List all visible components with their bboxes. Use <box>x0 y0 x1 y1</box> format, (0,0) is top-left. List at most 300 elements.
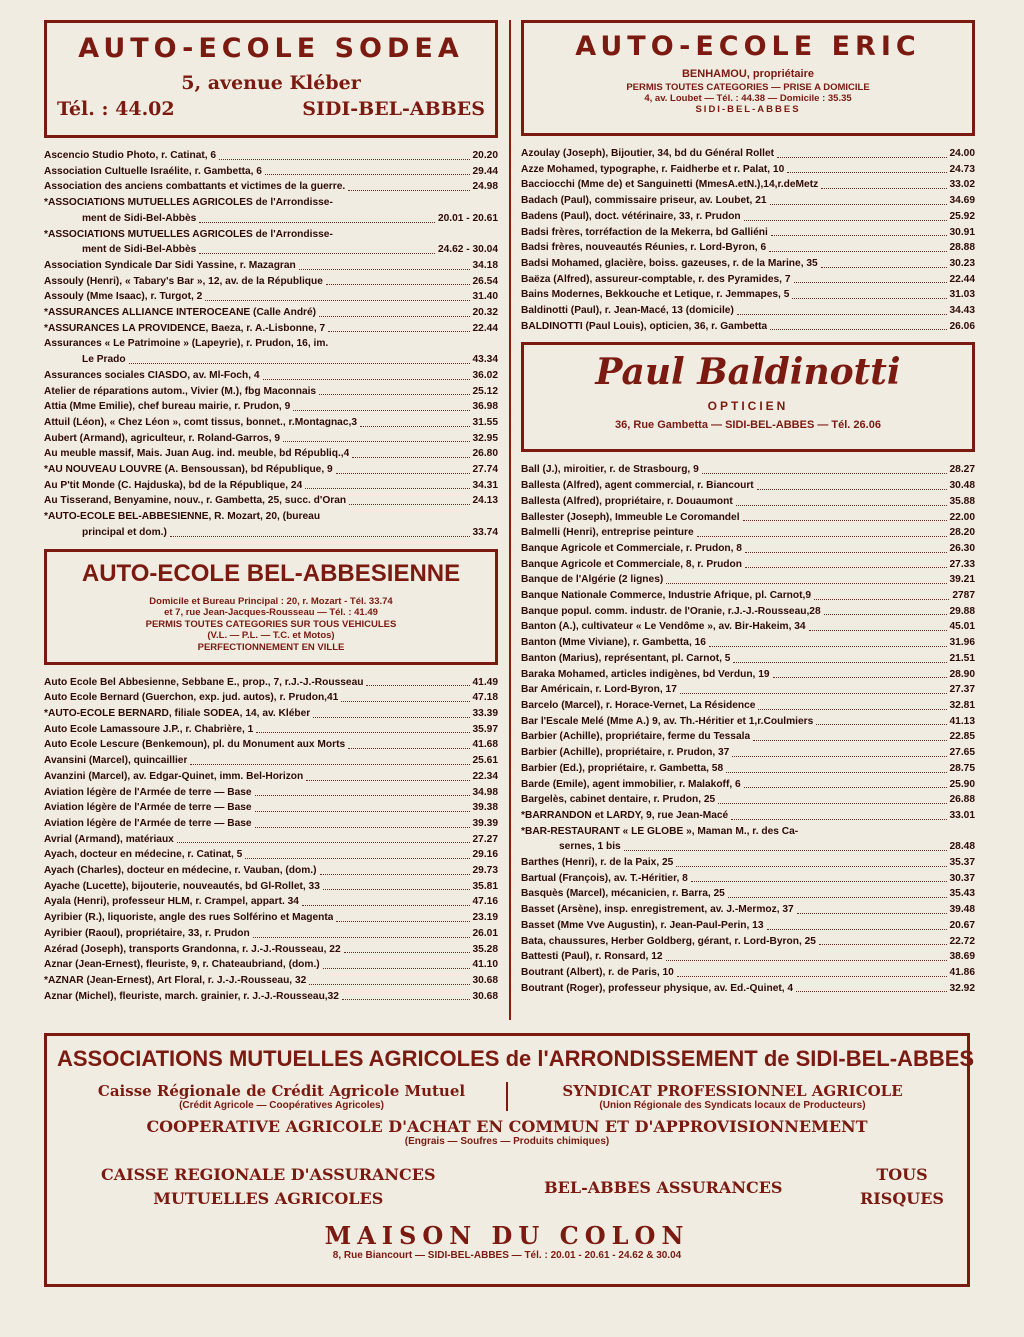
directory-entry <box>521 604 975 620</box>
directory-entry <box>44 493 498 509</box>
directory-entry <box>44 289 498 305</box>
entry-text: Bar l'Escale Melé (Mme A.) 9, av. Th.-Héritier et 1,r.Coulmiers <box>521 715 814 727</box>
dot-leader <box>344 942 470 954</box>
entry-text: Bar Américain, r. Lord-Byron, 17 <box>521 684 677 696</box>
directory-entry <box>44 148 498 164</box>
directory-entry <box>521 667 975 683</box>
directory-entry <box>44 478 498 494</box>
directory-entry <box>521 193 975 209</box>
right-entries-1 <box>521 146 975 334</box>
dot-leader <box>319 384 469 396</box>
entry-phone: 39.48 <box>949 904 975 916</box>
entry-text: Ayach, docteur en médecine, r. Catinat, 5 <box>44 849 243 861</box>
belabb-line5: PERFECTIONNEMENT EN VILLE <box>197 641 345 653</box>
directory-entry <box>44 227 498 243</box>
entry-text: Ayach (Charles), docteur en médecine, r. Vauban, (dom.) <box>44 865 317 877</box>
entry-text: *ASSURANCES ALLIANCE INTEROCEANE (Calle André) <box>44 307 317 319</box>
entry-phone: 27.37 <box>949 684 975 696</box>
dot-leader <box>744 777 947 789</box>
entry-text: Atelier de réparations autom., Vivier (M.), fbg Maconnais <box>44 385 317 397</box>
entry-phone: 45.01 <box>949 621 975 633</box>
directory-entry <box>521 525 975 541</box>
directory-entry <box>521 256 975 272</box>
directory-entry <box>44 399 498 415</box>
entry-phone: 39.21 <box>949 574 975 586</box>
dot-leader <box>253 926 470 938</box>
directory-entry <box>521 162 975 178</box>
dot-leader <box>219 148 469 160</box>
dot-leader <box>319 305 469 317</box>
dot-leader <box>796 981 946 993</box>
directory-entry <box>521 698 975 714</box>
dot-leader <box>366 675 469 687</box>
entry-phone: 32.95 <box>472 432 498 444</box>
dot-leader <box>245 847 469 859</box>
entry-text: ment de Sidi-Bel-Abbès <box>82 212 197 224</box>
entry-phone: 26.54 <box>472 275 498 287</box>
left-column <box>44 20 498 1004</box>
entry-text: Barbier (Achille), propriétaire, ferme du Tessala <box>521 731 751 743</box>
entry-phone: 47.16 <box>472 896 498 908</box>
directory-entry <box>521 949 975 965</box>
belabb-line2: et 7, rue Jean-Jacques-Rousseau — Tél. : 41.49 <box>164 607 378 619</box>
entry-text: Aviation légère de l'Armée de terre — Base <box>44 802 252 814</box>
directory-entry <box>44 274 498 290</box>
directory-entry <box>521 871 975 887</box>
dot-leader <box>758 698 946 710</box>
entry-text: Auto Ecole Lescure (Benkemoun), pl. du Monument aux Morts <box>44 739 346 751</box>
entry-text: Ball (J.), miroitier, r. de Strasbourg, 9 <box>521 464 699 476</box>
right-column <box>521 20 975 996</box>
entry-text: *AZNAR (Jean-Ernest), Art Floral, r. J.-J.-Rousseau, 32 <box>44 974 307 986</box>
dot-leader <box>323 957 470 969</box>
entry-text: *BARRANDON et LARDY, 9, rue Jean-Macé <box>521 809 729 821</box>
directory-entry <box>521 792 975 808</box>
entry-phone: 25.12 <box>472 385 498 397</box>
directory-entry <box>44 800 498 816</box>
ad-paul-baldinotti <box>521 342 975 452</box>
directory-entry <box>521 146 975 162</box>
entry-text: BALDINOTTI (Paul Louis), opticien, 36, r. Gambetta <box>521 320 768 332</box>
caisse-assurances-l2: MUTUELLES AGRICOLES <box>153 1189 384 1208</box>
entry-phone: 31.40 <box>472 291 498 303</box>
directory-entry <box>44 737 498 753</box>
belabb-line4: (V.L. — P.L. — T.C. et Motos) <box>207 630 335 642</box>
directory-entry <box>521 541 975 557</box>
directory-entry <box>44 753 498 769</box>
dot-leader <box>190 753 469 765</box>
right-entries-2 <box>521 462 975 996</box>
entry-text: Aznar (Michel), fleuriste, march. grainier, r. J.-J.-Rousseau,32 <box>44 990 339 1002</box>
entry-phone: 34.18 <box>472 259 498 271</box>
directory-entry <box>44 242 498 258</box>
entry-text: Banque popul. comm. industr. de l'Oranie, r.J.-J.-Rousseau,28 <box>521 605 821 617</box>
directory-entry <box>521 855 975 871</box>
entry-phone: 35.97 <box>472 723 498 735</box>
dot-leader <box>726 761 946 773</box>
directory-entry <box>521 808 975 824</box>
entry-text: Balmelli (Henri), entreprise peinture <box>521 527 694 539</box>
directory-entry <box>521 272 975 288</box>
directory-entry <box>521 240 975 256</box>
entry-phone: 20.32 <box>472 307 498 319</box>
dot-leader <box>341 690 469 702</box>
dot-leader <box>773 667 947 679</box>
entry-phone: 2787 <box>952 590 975 602</box>
dot-leader <box>199 211 435 223</box>
directory-entry <box>44 321 498 337</box>
entry-text: *AUTO-ECOLE BERNARD, filiale SODEA, 14, av. Kléber <box>44 707 311 719</box>
entry-text: Association Syndicale Dar Sidi Yassine, r. Mazagran <box>44 259 296 271</box>
entry-text: Association Cultuelle Israélite, r. Gambetta, 6 <box>44 165 262 177</box>
directory-entry <box>521 886 975 902</box>
entry-phone: 28.48 <box>949 841 975 853</box>
directory-entry <box>44 785 498 801</box>
directory-entry <box>44 352 498 368</box>
column-divider <box>509 20 511 1020</box>
entry-phone: 39.38 <box>472 802 498 814</box>
entry-phone: 22.72 <box>949 935 975 947</box>
directory-entry <box>44 462 498 478</box>
dot-leader <box>293 399 469 411</box>
entry-phone: 34.98 <box>472 786 498 798</box>
entry-text: Assouly (Mme Isaac), r. Turgot, 2 <box>44 291 203 303</box>
entry-text: Bains Modernes, Bekkouche et Letique, r. Jemmapes, 5 <box>521 289 790 301</box>
entry-phone: 22.85 <box>949 731 975 743</box>
ad-auto-ecole-eric <box>521 20 975 136</box>
entry-text: Ayribier (R.), liquoriste, angle des rues Solférino et Magenta <box>44 912 334 924</box>
dot-leader <box>767 918 947 930</box>
entry-phone: 27.65 <box>949 747 975 759</box>
entry-phone: 24.13 <box>472 495 498 507</box>
tous: TOUS <box>876 1165 928 1184</box>
dot-leader <box>129 352 470 364</box>
entry-phone: 43.34 <box>472 354 498 366</box>
directory-entry <box>521 824 975 840</box>
entry-text: Badsi Mohamed, glacière, boiss. gazeuses, r. de la Marine, 35 <box>521 257 818 269</box>
dot-leader <box>718 792 946 804</box>
syndicat-name: SYNDICAT PROFESSIONNEL AGRICOLE <box>562 1082 903 1100</box>
directory-entry <box>521 462 975 478</box>
directory-entry <box>521 619 975 635</box>
baldinotti-name: Paul Baldinotti <box>595 351 901 394</box>
entry-phone: 25.61 <box>472 755 498 767</box>
dot-leader <box>255 785 470 797</box>
entry-text: Badach (Paul), commissaire priseur, av. Loubet, 21 <box>521 195 767 207</box>
maison-address: 8, Rue Biancourt — SIDI-BEL-ABBES — Tél. : 20.01 - 20.61 - 24.62 & 30.04 <box>332 1250 682 1261</box>
entry-text: *ASSURANCES LA PROVIDENCE, Baeza, r. A.-Lisbonne, 7 <box>44 322 326 334</box>
dot-leader <box>745 557 947 569</box>
dot-leader <box>757 478 947 490</box>
dot-leader <box>771 225 947 237</box>
belabb-line1: Domicile et Bureau Principal : 20, r. Mozart - Tél. 33.74 <box>149 595 393 607</box>
dot-leader <box>283 431 469 443</box>
dot-leader <box>306 769 469 781</box>
dot-leader <box>336 462 470 474</box>
dot-leader <box>666 949 947 961</box>
dot-leader <box>797 902 947 914</box>
dot-leader <box>770 319 946 331</box>
entry-phone: 34.31 <box>472 479 498 491</box>
sodea-city: SIDI-BEL-ABBES <box>302 98 485 120</box>
entry-phone: 30.23 <box>949 257 975 269</box>
entry-text: Auto Ecole Bernard (Guerchon, exp. jud. autos), r. Prudon,41 <box>44 692 339 704</box>
entry-text: Ballester (Joseph), Immeuble Le Coromandel <box>521 511 740 523</box>
directory-entry <box>44 722 498 738</box>
dot-leader <box>313 706 469 718</box>
maison-du-colon: MAISON DU COLON <box>324 1221 690 1250</box>
directory-entry <box>44 164 498 180</box>
directory-entry <box>44 910 498 926</box>
entry-phone: 26.30 <box>949 542 975 554</box>
dot-leader <box>676 855 946 867</box>
entry-text: Auto Ecole Bel Abbesienne, Sebbane E., prop., 7, r.J.-J.-Rousseau <box>44 676 364 688</box>
entry-text: Basquès (Marcel), mécanicien, r. Barra, 25 <box>521 888 725 900</box>
dot-leader <box>352 446 469 458</box>
entry-text: Avrial (Armand), matériaux <box>44 833 174 845</box>
dot-leader <box>348 737 469 749</box>
entry-phone: 30.68 <box>472 974 498 986</box>
entry-text: *ASSOCIATIONS MUTUELLES AGRICOLES de l'Arrondisse- <box>44 228 333 240</box>
entry-phone: 22.00 <box>949 511 975 523</box>
directory-entry <box>521 714 975 730</box>
dot-leader <box>360 415 469 427</box>
entry-phone: 38.69 <box>949 951 975 963</box>
entry-text: Baldinotti (Paul), r. Jean-Macé, 13 (domicile) <box>521 305 734 317</box>
dot-leader <box>697 525 947 537</box>
directory-entry <box>44 942 498 958</box>
entry-phone: 41.13 <box>949 715 975 727</box>
entry-text: Avansini (Marcel), quincaillier <box>44 755 188 767</box>
directory-entry <box>44 431 498 447</box>
entry-phone: 27.74 <box>472 464 498 476</box>
directory-entry <box>521 177 975 193</box>
directory-entry <box>44 690 498 706</box>
dot-leader <box>816 714 946 726</box>
entry-text: Ascencio Studio Photo, r. Catinat, 6 <box>44 150 217 161</box>
entry-phone: 20.67 <box>949 919 975 931</box>
directory-entry <box>521 510 975 526</box>
entry-text: Au P'tit Monde (C. Hajduska), bd de la République, 24 <box>44 479 303 491</box>
directory-entry <box>521 965 975 981</box>
bottom-title: ASSOCIATIONS MUTUELLES AGRICOLES de l'ARRONDISSEMENT de SIDI-BEL-ABBES <box>57 1046 975 1071</box>
entry-text: Banton (Marius), représentant, pl. Carnot, 5 <box>521 652 731 664</box>
entry-text: Banton (Mme Viviane), r. Gambetta, 16 <box>521 637 706 649</box>
entry-phone: 31.96 <box>949 637 975 649</box>
entry-phone: 24.73 <box>949 163 975 175</box>
entry-text: Battesti (Paul), r. Ronsard, 12 <box>521 951 663 963</box>
dot-leader <box>328 321 469 333</box>
entry-phone: 39.39 <box>472 817 498 829</box>
left-entries-2 <box>44 675 498 1005</box>
directory-entry <box>44 675 498 691</box>
directory-entry <box>521 287 975 303</box>
dot-leader <box>199 242 435 254</box>
directory-entry <box>521 557 975 573</box>
entry-text: Barbier (Achille), propriétaire, r. Prudon, 37 <box>521 747 730 759</box>
directory-entry <box>44 973 498 989</box>
dot-leader <box>299 258 470 270</box>
dot-leader <box>305 478 469 490</box>
directory-entry <box>521 745 975 761</box>
directory-entry <box>44 305 498 321</box>
dot-leader <box>794 272 947 284</box>
entry-text: Banque Nationale Commerce, Industrie Afrique, pl. Carnot,9 <box>521 590 812 602</box>
dot-leader <box>809 619 947 631</box>
entry-text: Boutrant (Roger), professeur physique, av. Ed.-Quinet, 4 <box>521 982 794 994</box>
directory-entry <box>521 682 975 698</box>
directory-entry <box>521 651 975 667</box>
dot-leader <box>821 177 946 189</box>
entry-phone: 32.92 <box>949 982 975 994</box>
entry-phone: 28.88 <box>949 242 975 254</box>
entry-phone: 20.01 - 20.61 <box>437 212 498 224</box>
dot-leader <box>349 493 469 505</box>
entry-text: Attia (Mme Emilie), chef bureau mairie, r. Prudon, 9 <box>44 401 291 413</box>
directory-entry <box>44 509 498 525</box>
entry-text: Baëza (Alfred), assureur-comptable, r. des Pyramides, 7 <box>521 273 791 285</box>
entry-text: Auto Ecole Lamassoure J.P., r. Chabrière, 1 <box>44 723 254 735</box>
dot-leader <box>709 635 947 647</box>
entry-text: Banque Agricole et Commerciale, 8, r. Prudon <box>521 558 742 570</box>
directory-entry <box>44 879 498 895</box>
dot-leader <box>787 162 946 174</box>
directory-entry <box>44 179 498 195</box>
directory-entry <box>44 384 498 400</box>
dot-leader <box>744 209 947 221</box>
directory-entry <box>44 863 498 879</box>
dot-leader <box>743 510 947 522</box>
directory-entry <box>521 225 975 241</box>
dot-leader <box>680 682 947 694</box>
directory-entry <box>44 706 498 722</box>
entry-text: *BAR-RESTAURANT « LE GLOBE », Maman M., r. des Ca- <box>521 825 799 837</box>
entry-text: principal et dom.) <box>82 526 167 538</box>
directory-entry <box>44 894 498 910</box>
dot-leader <box>824 604 947 616</box>
dot-leader <box>732 745 946 757</box>
dot-leader <box>342 989 470 1001</box>
directory-entry <box>44 769 498 785</box>
directory-entry <box>521 572 975 588</box>
entry-phone: 29.88 <box>949 605 975 617</box>
dot-leader <box>691 871 947 883</box>
entry-phone: 25.90 <box>949 778 975 790</box>
ad-auto-ecole-bel-abbesienne <box>44 549 498 665</box>
entry-text: Bata, chaussures, Herber Goldberg, gérant, r. Lord-Byron, 25 <box>521 935 816 947</box>
entry-phone: 26.06 <box>949 320 975 332</box>
dot-leader <box>205 289 469 301</box>
directory-entry <box>44 415 498 431</box>
belabb-title: AUTO-ECOLE BEL-ABBESIENNE <box>81 559 461 587</box>
entry-phone: 20.20 <box>472 150 498 161</box>
entry-phone: 26.88 <box>949 794 975 806</box>
directory-entry <box>44 336 498 352</box>
directory-entry <box>44 525 498 541</box>
sodea-address: 5, avenue Kléber <box>181 72 361 94</box>
directory-entry <box>521 303 975 319</box>
belabbes-assurances: BEL-ABBES ASSURANCES <box>544 1177 783 1197</box>
coop-name: COOPERATIVE AGRICOLE D'ACHAT EN COMMUN ET D'APPROVISIONNEMENT <box>146 1117 868 1136</box>
entry-phone: 41.68 <box>472 739 498 751</box>
left-entries-1 <box>44 148 498 541</box>
entry-text: Ayribier (Raoul), propriétaire, 33, r. Prudon <box>44 927 250 939</box>
directory-entry <box>44 195 498 211</box>
dot-leader <box>737 303 947 315</box>
directory-entry <box>44 957 498 973</box>
entry-text: Banque de l'Algérie (2 lignes) <box>521 574 664 586</box>
entry-text: Attuil (Léon), « Chez Léon », comt tissus, bonnet., r.Montagnac,3 <box>44 416 358 428</box>
entry-text: Banque Agricole et Commerciale, r. Prudon, 8 <box>521 542 742 554</box>
entry-phone: 32.81 <box>949 699 975 711</box>
dot-leader <box>302 894 470 906</box>
entry-phone: 22.44 <box>949 273 975 285</box>
entry-phone: 22.44 <box>472 322 498 334</box>
dot-leader <box>666 572 946 584</box>
dot-leader <box>255 800 470 812</box>
entry-phone: 34.69 <box>949 195 975 207</box>
dot-leader <box>177 832 470 844</box>
entry-text: Ayache (Lucette), bijouterie, nouveautés, bd Gl-Rollet, 33 <box>44 880 320 892</box>
entry-text: Assurances « Le Patrimoine » (Lapeyrie), r. Prudon, 16, im. <box>44 338 329 350</box>
entry-text: Boutrant (Albert), r. de Paris, 10 <box>521 966 674 978</box>
dot-leader <box>731 808 946 820</box>
entry-text: *AU NOUVEAU LOUVRE (A. Bensoussan), bd République, 9 <box>44 464 333 476</box>
dot-leader <box>819 934 947 946</box>
entry-phone: 41.49 <box>472 676 498 688</box>
eric-city: SIDI-BEL-ABBES <box>695 104 801 115</box>
entry-text: Aznar (Jean-Ernest), fleuriste, 9, r. Chateaubriand, (dom.) <box>44 959 320 971</box>
entry-phone: 41.10 <box>472 959 498 971</box>
ad-auto-ecole-sodea <box>44 20 498 138</box>
entry-text: Ayala (Henri), professeur HLM, r. Crampel, appart. 34 <box>44 896 299 908</box>
entry-text: Bacciocchi (Mme de) et Sanguinetti (MmesA.etN.),14,r.deMetz <box>521 179 819 191</box>
entry-phone: 24.98 <box>472 181 498 193</box>
entry-phone: 28.27 <box>949 464 975 476</box>
directory-entry <box>521 981 975 997</box>
baldinotti-address: 36, Rue Gambetta — SIDI-BEL-ABBES — Tél. 26.06 <box>615 419 881 432</box>
entry-phone: 30.91 <box>949 226 975 238</box>
directory-entry <box>521 494 975 510</box>
directory-entry <box>521 635 975 651</box>
entry-phone: 24.00 <box>949 148 975 159</box>
entry-phone: 29.44 <box>472 165 498 177</box>
risques: RISQUES <box>860 1189 944 1208</box>
sodea-tel: Tél. : 44.02 <box>57 98 175 120</box>
directory-entry <box>44 446 498 462</box>
entry-text: Au meuble massif, Mais. Juan Aug. ind. meuble, bd Républiq.,4 <box>44 448 350 460</box>
directory-entry <box>521 729 975 745</box>
entry-text: Barde (Emile), agent immobilier, r. Malakoff, 6 <box>521 778 741 790</box>
directory-entry <box>44 989 498 1005</box>
entry-text: Basset (Arsène), insp. enregistrement, av. J.-Mermoz, 37 <box>521 904 794 916</box>
entry-phone: 29.73 <box>472 865 498 877</box>
dot-leader <box>263 368 470 380</box>
entry-phone: 35.88 <box>949 495 975 507</box>
entry-phone: 30.37 <box>949 872 975 884</box>
dot-leader <box>624 839 947 851</box>
directory-entry <box>521 777 975 793</box>
dot-leader <box>753 729 946 741</box>
baldinotti-profession: OPTICIEN <box>707 399 789 414</box>
directory-entry <box>44 847 498 863</box>
entry-text: Au Tisserand, Benyamine, nouv., r. Gambetta, 25, succ. d'Oran <box>44 495 347 507</box>
dot-leader <box>326 274 470 286</box>
entry-phone: 28.90 <box>949 668 975 680</box>
dot-leader <box>777 146 946 158</box>
directory-entry <box>521 934 975 950</box>
dot-leader <box>702 462 947 474</box>
